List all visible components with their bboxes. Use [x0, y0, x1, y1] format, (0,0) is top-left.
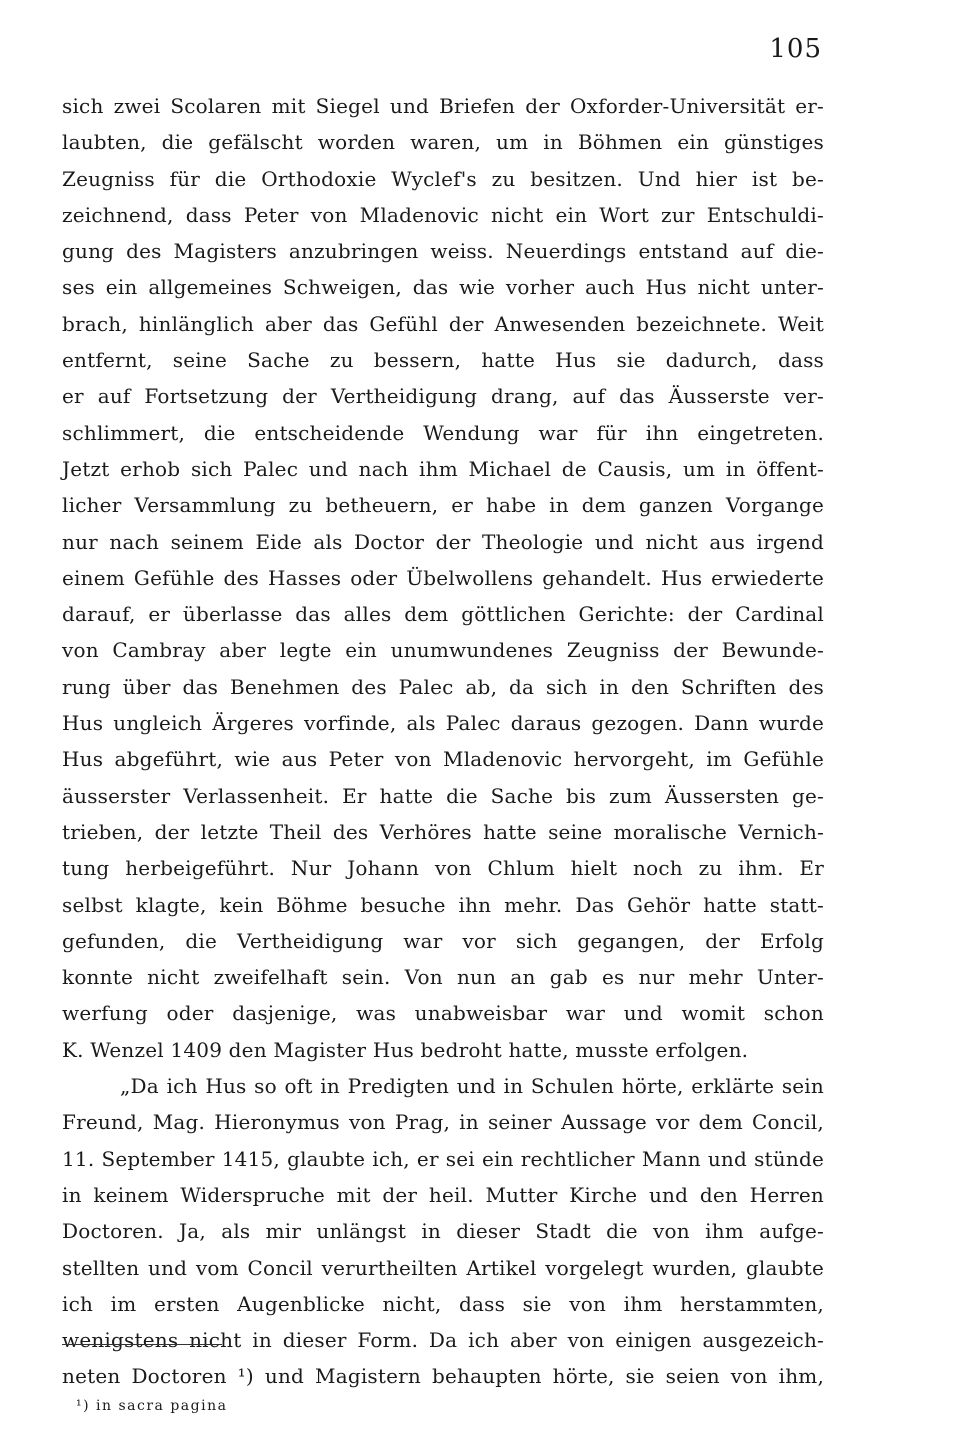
text-line: trieben, der letzte Theil des Verhöres hatte seine moralische Vernich-	[62, 819, 824, 844]
text-line: entfernt, seine Sache zu bessern, hatte Hus sie dadurch, dass	[62, 348, 824, 373]
text-line: gung des Magisters anzubringen weiss. Neuerdings entstand auf die-	[62, 239, 824, 264]
text-line: licher Versammlung zu betheuern, er habe in dem ganzen Vorgange	[62, 493, 824, 518]
text-line: laubten, die gefälscht worden waren, um in Böhmen ein günstiges	[62, 130, 824, 155]
text-line: ses ein allgemeines Schweigen, das wie vorher auch Hus nicht unter-	[62, 275, 824, 300]
footnote-divider	[62, 1344, 222, 1345]
page-number: 105	[769, 34, 822, 64]
text-line: stellten und vom Concil verurtheilten Artikel vorgelegt wurden, glaubte	[62, 1255, 824, 1280]
text-line: Hus abgeführt, wie aus Peter von Mladenovic hervorgeht, im Gefühle	[62, 747, 824, 772]
text-line: Freund, Mag. Hieronymus von Prag, in seiner Aussage vor dem Concil,	[62, 1110, 824, 1135]
text-line: äusserster Verlassenheit. Er hatte die Sache bis zum Äussersten ge-	[62, 783, 824, 808]
text-line: Doctoren. Ja, als mir unlängst in dieser Stadt die von ihm aufge-	[62, 1219, 824, 1244]
text-line: in keinem Widerspruche mit der heil. Mutter Kirche und den Herren	[62, 1182, 824, 1207]
footnote: ¹) in sacra pagina	[76, 1398, 228, 1414]
text-line: brach, hinlänglich aber das Gefühl der Anwesenden bezeichnete. Weit	[62, 311, 824, 336]
text-line: rung über das Benehmen des Palec ab, da sich in den Schriften des	[62, 674, 824, 699]
text-line: selbst klagte, kein Böhme besuche ihn mehr. Das Gehör hatte statt-	[62, 892, 824, 917]
text-line: er auf Fortsetzung der Vertheidigung drang, auf das Äusserste ver-	[62, 384, 824, 409]
text-line: von Cambray aber legte ein unumwundenes Zeugniss der Bewunde-	[62, 638, 824, 663]
text-line: ich im ersten Augenblicke nicht, dass sie von ihm herstammten,	[62, 1291, 824, 1316]
text-line: 11. September 1415, glaubte ich, er sei ein rechtlicher Mann und stünde	[62, 1146, 824, 1171]
text-line: sich zwei Scolaren mit Siegel und Briefen der Oxforder-Universität er-	[62, 94, 824, 118]
text-line: nur nach seinem Eide als Doctor der Theologie und nicht aus irgend	[62, 529, 824, 554]
text-line: schlimmert, die entscheidende Wendung war für ihn eingetreten.	[62, 420, 824, 445]
text-line: einem Gefühle des Hasses oder Übelwollens gehandelt. Hus erwiederte	[62, 565, 824, 590]
text-line: gefunden, die Vertheidigung war vor sich gegangen, der Erfolg	[62, 928, 824, 953]
text-line: konnte nicht zweifelhaft sein. Von nun an gab es nur mehr Unter-	[62, 965, 824, 990]
text-line: K. Wenzel 1409 den Magister Hus bedroht hatte, musste erfolgen.	[62, 1037, 749, 1062]
text-line: Zeugniss für die Orthodoxie Wyclef's zu besitzen. Und hier ist be-	[62, 166, 824, 191]
text-line: Jetzt erhob sich Palec und nach ihm Michael de Causis, um in öffent-	[62, 456, 824, 481]
text-line: neten Doctoren ¹) und Magistern behaupten hörte, sie seien von ihm,	[62, 1364, 824, 1389]
text-line: zeichnend, dass Peter von Mladenovic nicht ein Wort zur Entschuldi-	[62, 202, 824, 227]
text-line: darauf, er überlasse das alles dem göttlichen Gerichte: der Cardinal	[62, 602, 824, 627]
text-line: Hus ungleich Ärgeres vorfinde, als Palec daraus gezogen. Dann wurde	[62, 711, 824, 736]
text-line: tung herbeigeführt. Nur Johann von Chlum hielt noch zu ihm. Er	[62, 856, 824, 881]
body-text	[62, 88, 824, 1395]
text-line: „Da ich Hus so oft in Predigten und in Schulen hörte, erklärte sein	[120, 1074, 824, 1099]
text-line: wenigstens nicht in dieser Form. Da ich aber von einigen ausgezeich-	[62, 1328, 824, 1353]
text-line: werfung oder dasjenige, was unabweisbar war und womit schon	[62, 1001, 824, 1026]
